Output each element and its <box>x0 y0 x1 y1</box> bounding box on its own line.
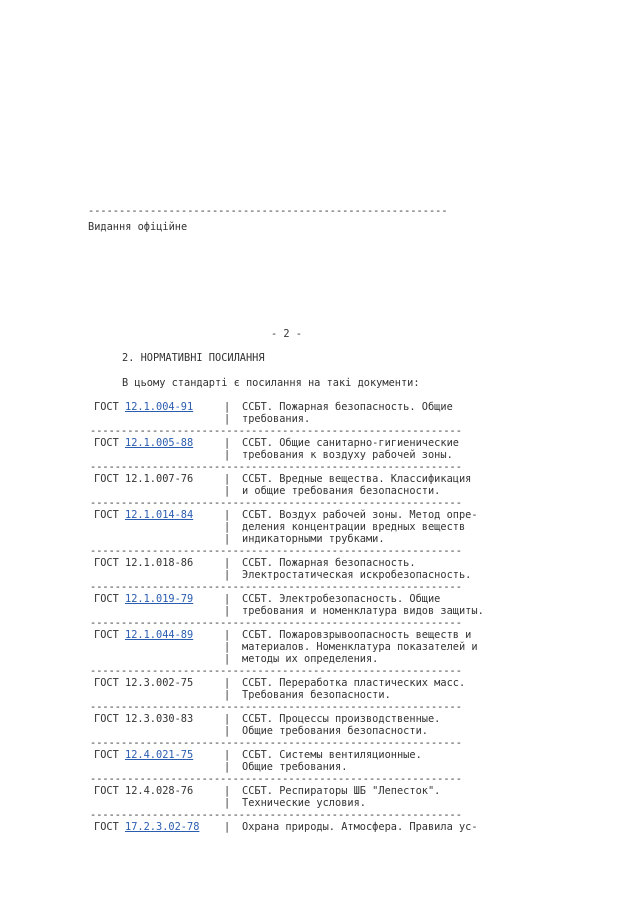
gost-cell <box>90 653 224 665</box>
reference-line <box>90 509 500 521</box>
intro-text: В цьому стандарті є посилання на такі документи: <box>122 377 420 389</box>
reference-description: ССБТ. Электробезопасность. Общие <box>242 593 441 605</box>
reference-line <box>90 761 500 773</box>
reference-line <box>90 413 500 425</box>
column-divider: | <box>224 521 231 533</box>
gost-cell <box>90 821 224 833</box>
row-separator: ------------------------------------------------------------ <box>90 809 462 821</box>
reference-row <box>90 437 500 461</box>
reference-line <box>90 533 500 545</box>
gost-code: 12.1.007-76 <box>125 473 194 485</box>
gost-code-link[interactable]: 12.4.021-75 <box>125 749 194 761</box>
reference-description: ССБТ. Процессы производственные. <box>242 713 441 725</box>
gost-cell <box>90 557 224 569</box>
gost-prefix: ГОСТ <box>94 629 125 641</box>
row-separator: ------------------------------------------------------------ <box>90 581 462 593</box>
reference-row <box>90 785 500 809</box>
column-divider: | <box>224 797 231 809</box>
reference-description: Технические условия. <box>242 797 366 809</box>
reference-line <box>90 557 500 569</box>
row-separator: ------------------------------------------------------------ <box>90 665 462 677</box>
gost-prefix: ГОСТ <box>94 749 125 761</box>
column-divider: | <box>224 533 231 545</box>
gost-cell <box>90 449 224 461</box>
gost-cell <box>90 713 224 725</box>
gost-code: 12.4.028-76 <box>125 785 194 797</box>
gost-cell <box>90 593 224 605</box>
column-divider: | <box>224 629 231 641</box>
row-separator: ------------------------------------------------------------ <box>90 773 462 785</box>
column-divider: | <box>224 593 231 605</box>
row-separator: ------------------------------------------------------------ <box>90 497 462 509</box>
gost-cell <box>90 641 224 653</box>
row-separator: ------------------------------------------------------------ <box>90 617 462 629</box>
reference-description: ССБТ. Воздух рабочей зоны. Метод опре- <box>242 509 478 521</box>
reference-description: требования и номенклатура видов защиты. <box>242 605 484 617</box>
reference-line <box>90 593 500 605</box>
column-divider: | <box>224 689 231 701</box>
reference-line <box>90 713 500 725</box>
references-table <box>90 401 500 833</box>
gost-code-link[interactable]: 12.1.019-79 <box>125 593 194 605</box>
gost-cell <box>90 797 224 809</box>
reference-description: требования. <box>242 413 311 425</box>
reference-line <box>90 725 500 737</box>
reference-line <box>90 785 500 797</box>
reference-line <box>90 485 500 497</box>
reference-description: индикаторными трубками. <box>242 533 385 545</box>
column-divider: | <box>224 509 231 521</box>
column-divider: | <box>224 557 231 569</box>
column-divider: | <box>224 449 231 461</box>
gost-cell <box>90 473 224 485</box>
column-divider: | <box>224 677 231 689</box>
column-divider: | <box>224 821 231 833</box>
row-separator: ------------------------------------------------------------ <box>90 425 462 437</box>
gost-code-link[interactable]: 12.1.014-84 <box>125 509 194 521</box>
reference-line <box>90 437 500 449</box>
reference-line <box>90 821 500 833</box>
reference-row <box>90 749 500 773</box>
gost-code-link[interactable]: 17.2.3.02-78 <box>125 821 200 833</box>
gost-cell <box>90 689 224 701</box>
gost-cell <box>90 629 224 641</box>
column-divider: | <box>224 485 231 497</box>
column-divider: | <box>224 653 231 665</box>
reference-description: методы их определения. <box>242 653 379 665</box>
gost-cell <box>90 749 224 761</box>
gost-prefix: ГОСТ <box>94 677 125 689</box>
gost-prefix: ГОСТ <box>94 401 125 413</box>
gost-cell <box>90 761 224 773</box>
reference-row <box>90 509 500 545</box>
reference-description: ССБТ. Системы вентиляционные. <box>242 749 422 761</box>
gost-cell <box>90 677 224 689</box>
column-divider: | <box>224 569 231 581</box>
page-number: - 2 - <box>271 328 302 340</box>
reference-line <box>90 629 500 641</box>
top-separator: ---------------------------------------------------------- <box>88 205 448 217</box>
reference-row <box>90 473 500 497</box>
reference-row <box>90 713 500 737</box>
reference-description: и общие требования безопасности. <box>242 485 441 497</box>
reference-row <box>90 401 500 425</box>
reference-row <box>90 593 500 617</box>
gost-code: 12.3.002-75 <box>125 677 194 689</box>
reference-row <box>90 677 500 701</box>
gost-cell <box>90 413 224 425</box>
reference-description: ССБТ. Переработка пластических масс. <box>242 677 466 689</box>
column-divider: | <box>224 725 231 737</box>
reference-line <box>90 689 500 701</box>
reference-line <box>90 569 500 581</box>
reference-line <box>90 797 500 809</box>
edition-label: Видання офіційне <box>88 221 188 233</box>
column-divider: | <box>224 605 231 617</box>
column-divider: | <box>224 785 231 797</box>
reference-line <box>90 521 500 533</box>
reference-description: материалов. Номенклатура показателей и <box>242 641 478 653</box>
gost-cell <box>90 401 224 413</box>
reference-description: деления концентрации вредных веществ <box>242 521 466 533</box>
reference-line <box>90 677 500 689</box>
row-separator: ------------------------------------------------------------ <box>90 737 462 749</box>
gost-prefix: ГОСТ <box>94 473 125 485</box>
gost-prefix: ГОСТ <box>94 785 125 797</box>
gost-code-link[interactable]: 12.1.044-89 <box>125 629 194 641</box>
gost-cell <box>90 437 224 449</box>
reference-line <box>90 641 500 653</box>
gost-cell <box>90 533 224 545</box>
gost-code: 12.1.018-86 <box>125 557 194 569</box>
gost-code-link[interactable]: 12.1.004-91 <box>125 401 194 413</box>
column-divider: | <box>224 401 231 413</box>
reference-line <box>90 605 500 617</box>
column-divider: | <box>224 473 231 485</box>
gost-cell <box>90 485 224 497</box>
reference-line <box>90 749 500 761</box>
reference-description: ССБТ. Пожарная безопасность. <box>242 557 416 569</box>
reference-description: Общие требования. <box>242 761 348 773</box>
reference-row <box>90 557 500 581</box>
reference-description: ССБТ. Вредные вещества. Классификация <box>242 473 472 485</box>
reference-description: Охрана природы. Атмосфера. Правила ус- <box>242 821 478 833</box>
gost-cell <box>90 569 224 581</box>
gost-prefix: ГОСТ <box>94 713 125 725</box>
column-divider: | <box>224 437 231 449</box>
gost-cell <box>90 521 224 533</box>
reference-description: требования к воздуху рабочей зоны. <box>242 449 453 461</box>
row-separator: ------------------------------------------------------------ <box>90 461 462 473</box>
column-divider: | <box>224 641 231 653</box>
reference-description: Общие требования безопасности. <box>242 725 428 737</box>
gost-code: 12.3.030-83 <box>125 713 194 725</box>
gost-cell <box>90 509 224 521</box>
reference-description: Электростатическая искробезопасность. <box>242 569 472 581</box>
reference-description: ССБТ. Пожаровзрывоопасность веществ и <box>242 629 472 641</box>
reference-description: Требования безопасности. <box>242 689 391 701</box>
gost-prefix: ГОСТ <box>94 509 125 521</box>
column-divider: | <box>224 761 231 773</box>
gost-prefix: ГОСТ <box>94 593 125 605</box>
gost-prefix: ГОСТ <box>94 557 125 569</box>
section-heading: 2. НОРМАТИВНІ ПОСИЛАННЯ <box>122 352 265 364</box>
reference-row <box>90 821 500 833</box>
row-separator: ------------------------------------------------------------ <box>90 545 462 557</box>
gost-cell <box>90 725 224 737</box>
gost-prefix: ГОСТ <box>94 821 125 833</box>
reference-description: ССБТ. Респираторы ШБ "Лепесток". <box>242 785 441 797</box>
reference-description: ССБТ. Пожарная безопасность. Общие <box>242 401 453 413</box>
gost-prefix: ГОСТ <box>94 437 125 449</box>
reference-description: ССБТ. Общие санитарно-гигиенические <box>242 437 459 449</box>
column-divider: | <box>224 413 231 425</box>
gost-cell <box>90 605 224 617</box>
reference-line <box>90 653 500 665</box>
gost-code-link[interactable]: 12.1.005-88 <box>125 437 194 449</box>
reference-line <box>90 401 500 413</box>
reference-line <box>90 473 500 485</box>
column-divider: | <box>224 749 231 761</box>
reference-row <box>90 629 500 665</box>
row-separator: ------------------------------------------------------------ <box>90 701 462 713</box>
column-divider: | <box>224 713 231 725</box>
reference-line <box>90 449 500 461</box>
gost-cell <box>90 785 224 797</box>
